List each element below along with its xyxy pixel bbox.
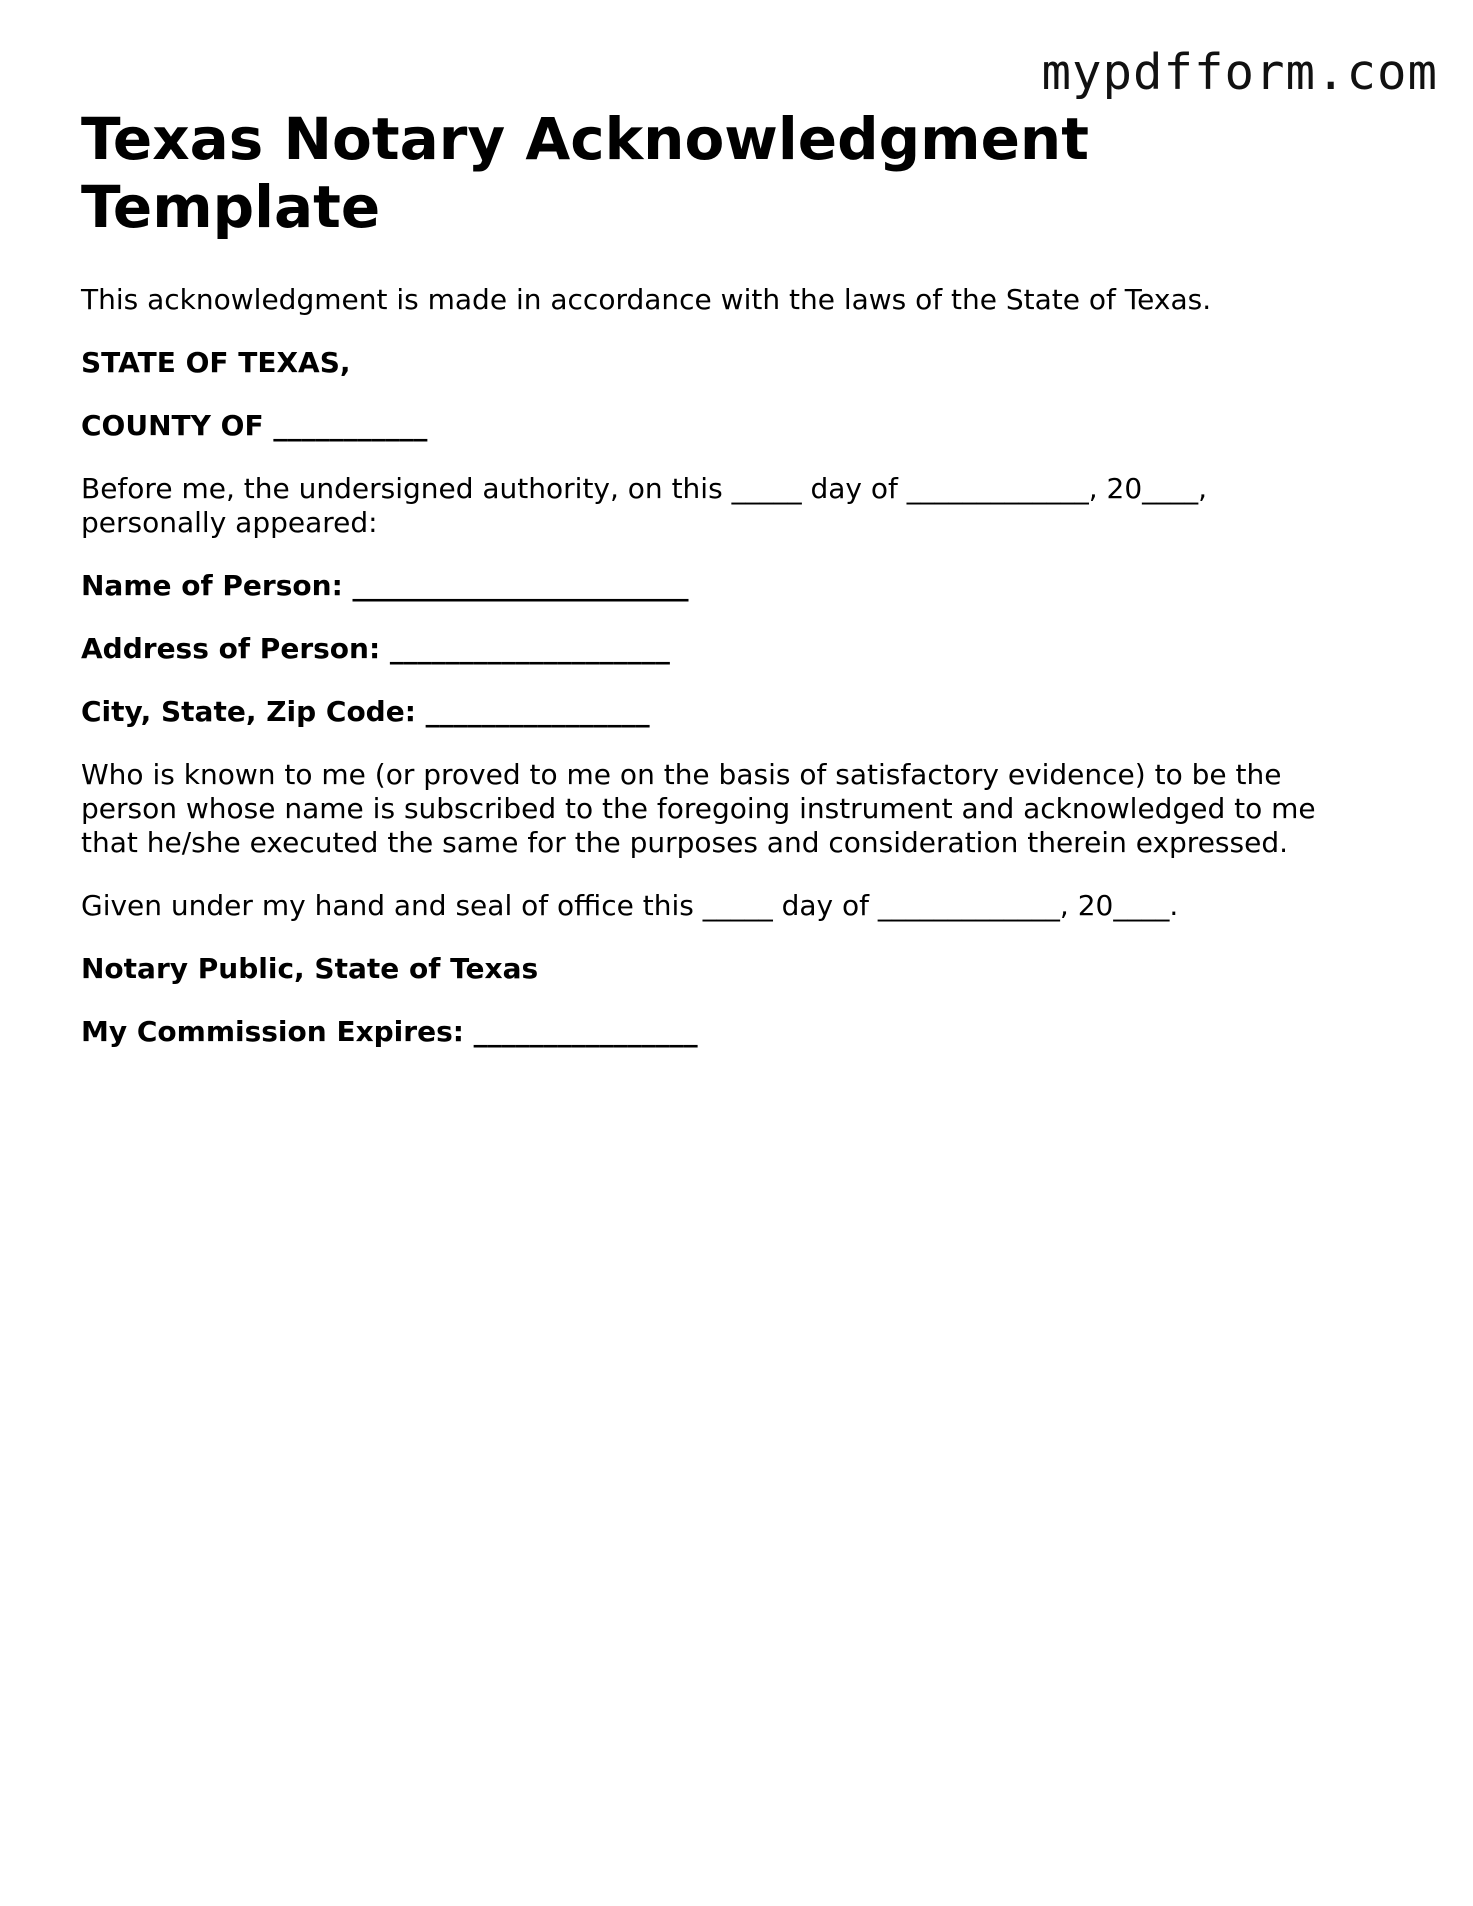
appearance-line-1[interactable]: Before me, the undersigned authority, on this _____ day of _____________, 20____, [81,472,1208,505]
name-of-person-field[interactable]: Name of Person: ________________________ [81,569,689,602]
appearance-paragraph [81,472,1391,540]
notary-public-line: Notary Public, State of Texas [81,952,539,985]
city-state-zip-field[interactable]: City, State, Zip Code: ________________ [81,695,650,728]
acknowledgment-line-3: that he/she executed the same for the purposes and consideration therein expressed. [81,826,1289,859]
site-watermark: mypdfform.com [1041,44,1438,101]
intro-text: This acknowledgment is made in accordance with the laws of the State of Texas. [81,283,1212,316]
acknowledgment-line-2: person whose name is subscribed to the foregoing instrument and acknowledged to me [81,792,1316,825]
commission-expires-field[interactable]: My Commission Expires: ________________ [81,1015,698,1048]
document-title: Texas Notary Acknowledgment Template [81,105,1089,241]
appearance-line-2: personally appeared: [81,506,378,539]
given-under-hand-line[interactable]: Given under my hand and seal of office this _____ day of _____________, 20____. [81,889,1179,922]
acknowledgment-line-1: Who is known to me (or proved to me on the basis of satisfactory evidence) to be the [81,758,1282,791]
document-body [81,105,1391,1078]
acknowledgment-paragraph [81,758,1391,860]
county-field[interactable]: COUNTY OF ___________ [81,409,428,442]
address-of-person-field[interactable]: Address of Person: ____________________ [81,632,670,665]
state-line: STATE OF TEXAS, [81,346,351,379]
